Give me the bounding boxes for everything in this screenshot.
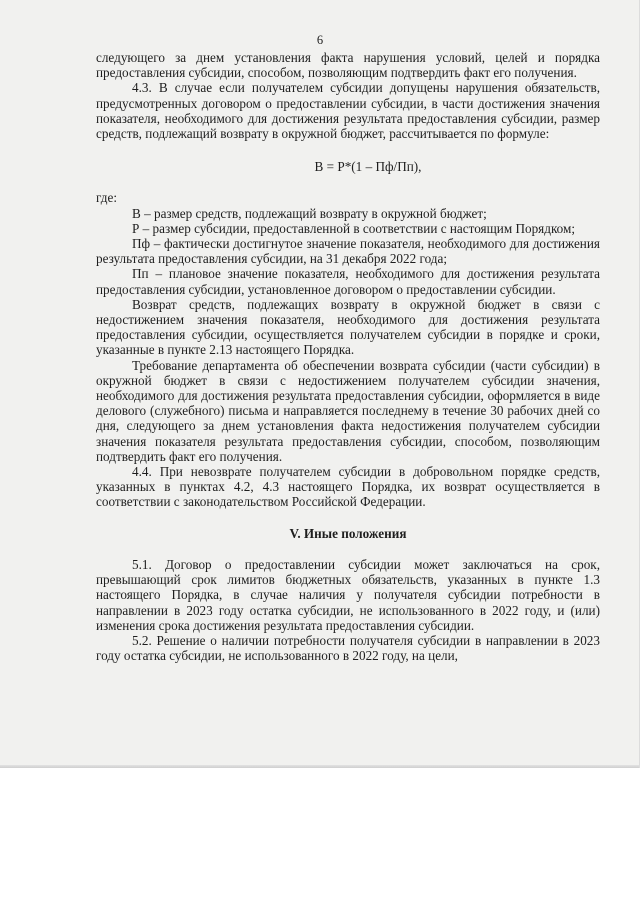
definition-p: Р – размер субсидии, предоставленной в соответствии с настоящим Порядком;	[132, 220, 576, 236]
definition-b: В – размер средств, подлежащий возврату в окружной бюджет;	[132, 205, 487, 221]
paragraph-5-2: 5.2. Решение о наличии потребности получателя субсидии в направлении в 2023 году остатка субсидии, не использованного в 2022 году, на цели,	[96, 632, 600, 664]
paragraph-requirement: Требование департамента об обеспечении возврата субсидии (части субсидии) в окружной бюджет в связи с недостижением получателем субсидии значения, необходимого для достижения результата предоставления субсидии, оформляется в виде делового (служебного) письма и направляется последнему в течение 30 рабочих дней со дня, следующего за днем установления факта недостижения получателем субсидии значения показателя результата предоставления субсидии, способом, позволяющим подтвердить факт его получения.	[96, 357, 600, 464]
document-body	[96, 50, 600, 663]
return-formula: В = Р*(1 – Пф/Пп),	[314, 159, 422, 175]
page-number: 6	[316, 33, 324, 47]
paragraph-4-4: 4.4. При невозврате получателем субсидии в добровольном порядке средств, указанных в пунктах 4.2, 4.3 настоящего Порядка, их возврат осуществляется в соответствии с законодательством Российской Федерации.	[96, 464, 600, 510]
definition-pf: Пф – фактически достигнутое значение показателя, необходимого для достижения результата предоставления субсидии, на 31 декабря 2022 года;	[96, 236, 600, 267]
formula-where-label: где:	[96, 190, 117, 206]
paragraph-5-1: 5.1. Договор о предоставлении субсидии может заключаться на срок, превышающий срок лимитов бюджетных обязательств, указанных в пункте 1.3 настоящего Порядка, в случае наличия у получателя субсидии потребности в направлении в 2023 году остатка субсидии, не использованного в 2022 году, и (или) изменения срока достижения результата предоставления субсидии.	[96, 556, 600, 633]
paragraph-return: Возврат средств, подлежащих возврату в окружной бюджет в связи с недостижением значения показателя, необходимого для достижения результата предоставления субсидии, осуществляется получателем субсидии в порядке и сроки, указанные в пункте 2.13 настоящего Порядка.	[96, 296, 600, 358]
section-heading-v: V. Иные положения	[289, 525, 407, 541]
paragraph-4-3: 4.3. В случае если получателем субсидии допущены нарушения обязательств, предусмотренных договором о предоставлении субсидии, в части достижения значения показателя, необходимого для достижения результата предоставления субсидии, размер средств, подлежащий возврату в окружной бюджет, рассчитывается по формуле:	[96, 80, 600, 142]
paragraph-continuation: следующего за днем установления факта нарушения условий, целей и порядка предоставления субсидии, способом, позволяющим подтвердить факт его получения.	[96, 50, 600, 81]
definition-pp: Пп – плановое значение показателя, необходимого для достижения результата предоставления субсидии, установленное договором о предоставлении субсидии.	[96, 266, 600, 297]
